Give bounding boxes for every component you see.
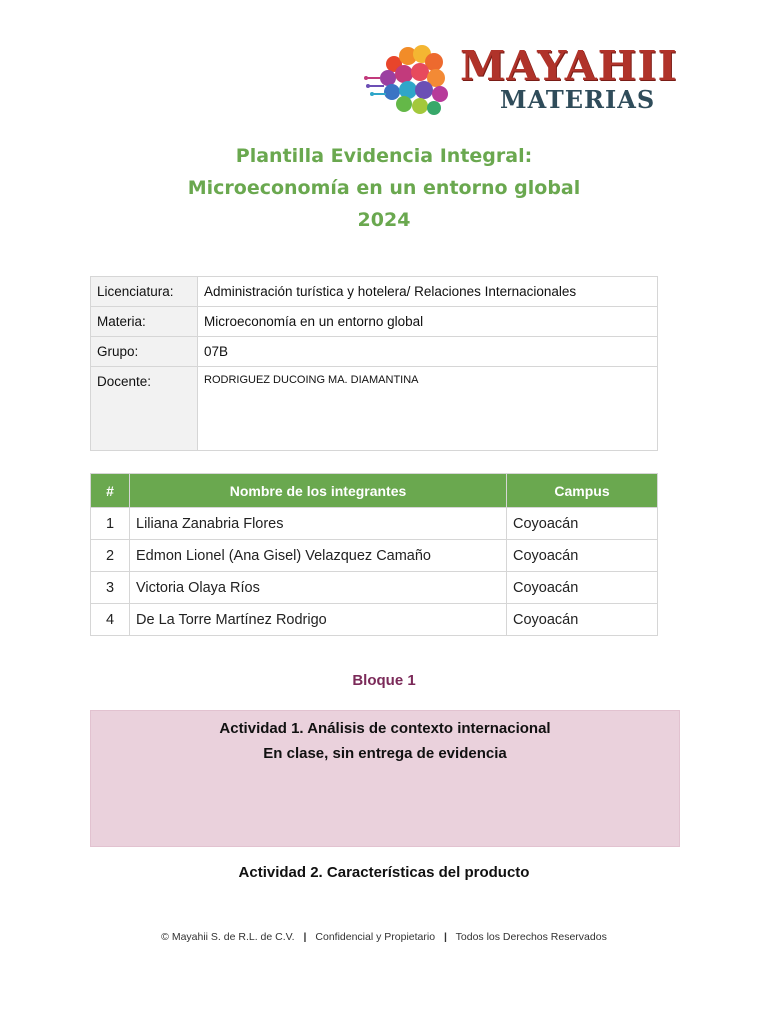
- logo-brand-text: MAYAHII: [460, 42, 678, 90]
- footer-confidential: Confidencial y Propietario: [315, 931, 436, 943]
- docente-label: Docente:: [91, 367, 198, 451]
- member-name: Victoria Olaya Ríos: [130, 572, 507, 604]
- table-row: [91, 540, 658, 572]
- logo-sub-text: MATERIAS: [500, 85, 656, 114]
- actividad-1-title: Actividad 1. Análisis de contexto internacional: [219, 720, 551, 737]
- grupo-value: 07B: [198, 337, 658, 367]
- title-line-2: Microeconomía en un entorno global: [187, 177, 581, 199]
- table-row: [91, 572, 658, 604]
- page-footer: [0, 931, 768, 943]
- header-name: Nombre de los integrantes: [130, 474, 507, 508]
- mayahii-logo: [364, 42, 678, 118]
- member-name: De La Torre Martínez Rodrigo: [130, 604, 507, 636]
- row-number: 4: [91, 604, 130, 636]
- info-row-grupo: [91, 337, 658, 367]
- licenciatura-label: Licenciatura:: [91, 277, 198, 307]
- footer-separator: |: [443, 931, 447, 943]
- grupo-label: Grupo:: [91, 337, 198, 367]
- member-campus: Coyoacán: [507, 604, 658, 636]
- title-line-1: Plantilla Evidencia Integral:: [235, 145, 533, 167]
- member-name: Edmon Lionel (Ana Gisel) Velazquez Camaño: [130, 540, 507, 572]
- member-campus: Coyoacán: [507, 540, 658, 572]
- actividad-2-title: Actividad 2. Características del producto: [238, 864, 530, 881]
- info-row-materia: [91, 307, 658, 337]
- row-number: 1: [91, 508, 130, 540]
- document-title: [0, 140, 768, 236]
- header-number: #: [91, 474, 130, 508]
- info-row-licenciatura: [91, 277, 658, 307]
- row-number: 3: [91, 572, 130, 604]
- member-campus: Coyoacán: [507, 508, 658, 540]
- actividad-1-box: [90, 710, 680, 847]
- member-name: Liliana Zanabria Flores: [130, 508, 507, 540]
- title-line-3: 2024: [357, 209, 411, 231]
- members-header-row: [91, 474, 658, 508]
- header-campus: Campus: [507, 474, 658, 508]
- materia-label: Materia:: [91, 307, 198, 337]
- footer-rights: Todos los Derechos Reservados: [455, 931, 607, 943]
- info-table: [90, 276, 658, 451]
- info-row-docente: [91, 367, 658, 451]
- row-number: 2: [91, 540, 130, 572]
- bloque-heading: Bloque 1: [352, 672, 416, 689]
- brain-logo-icon: [364, 42, 464, 118]
- footer-copyright: © Mayahii S. de R.L. de C.V.: [161, 931, 295, 943]
- table-row: [91, 604, 658, 636]
- licenciatura-value: Administración turística y hotelera/ Relaciones Internacionales: [198, 277, 658, 307]
- actividad-1-note: En clase, sin entrega de evidencia: [263, 745, 507, 762]
- footer-separator: |: [303, 931, 307, 943]
- member-campus: Coyoacán: [507, 572, 658, 604]
- members-table: [90, 473, 658, 636]
- table-row: [91, 508, 658, 540]
- materia-value: Microeconomía en un entorno global: [198, 307, 658, 337]
- docente-value: RODRIGUEZ DUCOING MA. DIAMANTINA: [198, 367, 658, 451]
